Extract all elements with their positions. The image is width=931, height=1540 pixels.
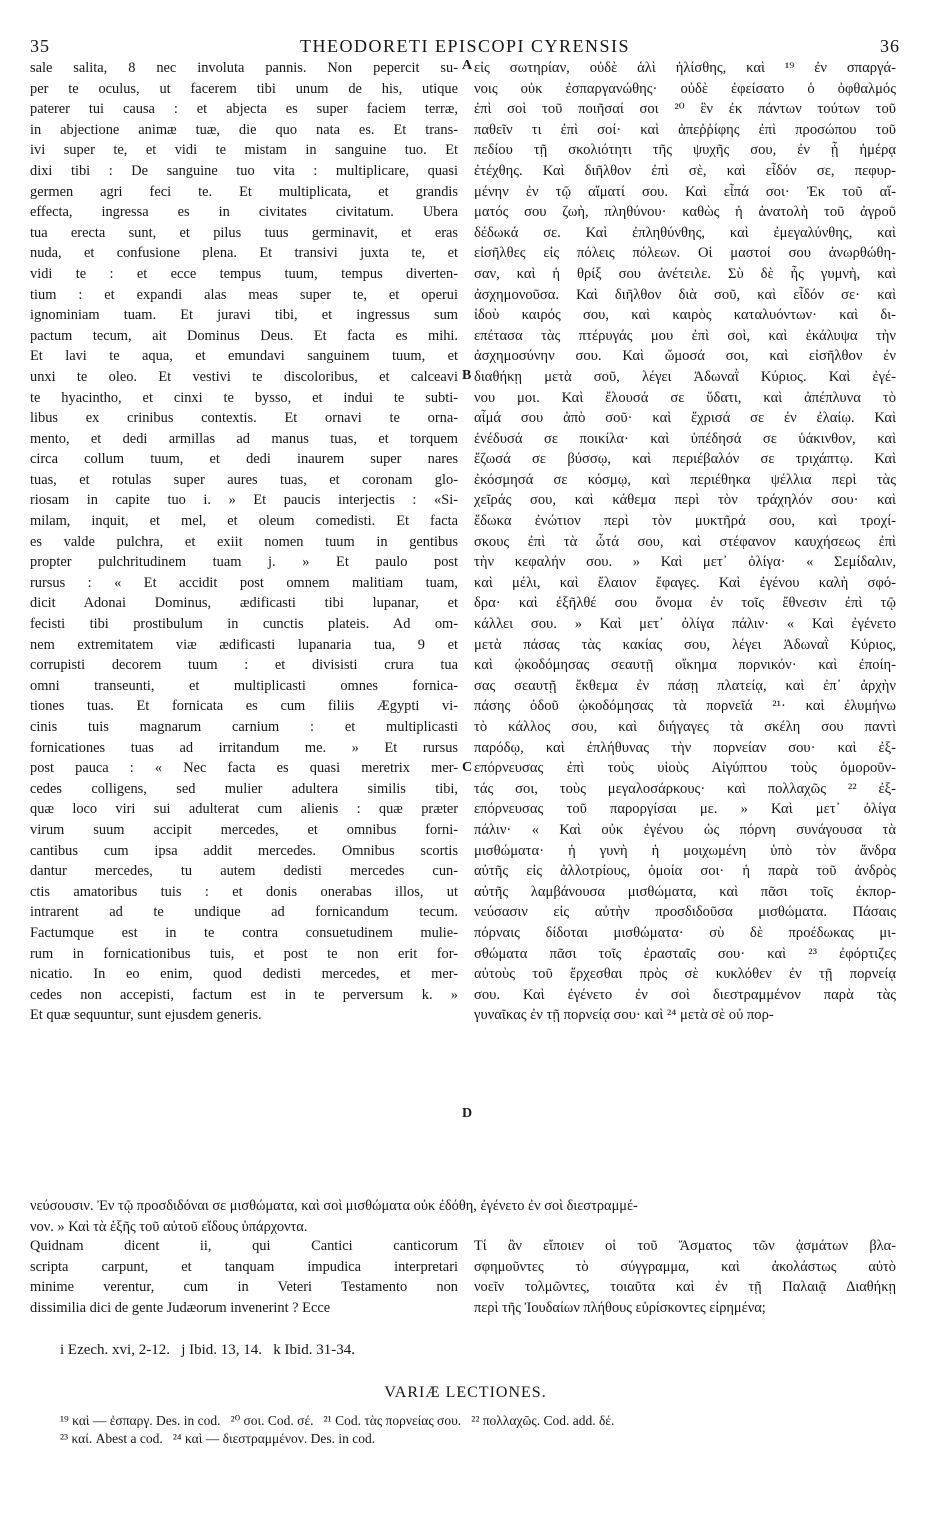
greek-text-line: ἰδοὺ καιρός σου, καὶ καιρὸς καταλυόντων· καὶ δι- <box>474 307 896 324</box>
latin-text-line: vidi te : et ecce tempus tuum, tempus diverten- <box>30 265 458 282</box>
latin-text-line: Et lavi te aqua, et emundavi sanguinem tuum, et <box>30 348 458 365</box>
greek-text-line: μένην ἐν τῷ αἵματί σου. Καὶ εἶπά σοι· Ἐκ τοῦ αἵ- <box>474 183 896 200</box>
greek-text-line: επόρνευσας ἐπὶ τοὺς υἱοὺς Αἰγύπτου τοὺς ὁμοροῦν- <box>474 760 896 777</box>
greek-text-line: ἔζωσά σε βύσσῳ, καὶ περιέβαλόν σε τριχάπτῳ. Καὶ <box>474 451 896 468</box>
latin-text-line: in abjectione animæ tuæ, die quo nata es. Et trans- <box>30 121 458 138</box>
latin-text-line: dissimilia dici de gente Judæorum invenerint ? Ecce <box>30 1299 331 1316</box>
greek-text-line: νεύσουσιν. Ἐν τῷ προσδιδόναι σε μισθώματα, καὶ σοὶ μισθώματα οὐκ ἐδόθη, ἐγένετο ἐν σοὶ διεστραμμέ- <box>30 1198 638 1214</box>
latin-text-line: nuda, et confusione plena. Et transivi juxta te, et <box>30 245 458 262</box>
greek-text-line: καὶ μέλι, καὶ ἔλαιον ἔφαγες. Καὶ ἐγένου καλὴ σφό- <box>474 574 896 591</box>
greek-text-line: μισθώματα· ἡ γυνὴ ἡ μοιχωμένη ὑπὸ τὸν ἄνδρα <box>474 842 896 859</box>
greek-text-line: τὴν κεφαλήν σου. » Καὶ μετ᾽ ὀλίγα· « Σεμίδαλιν, <box>474 554 896 571</box>
greek-text-line: μετὰ πάσας τὰς κακίας σου, λέγει Ἀδωναῒ Κύριος, <box>474 636 896 653</box>
greek-text-line: νον. » Καὶ τὰ ἑξῆς τοῦ αὐτοῦ εἴδους ὑπάρχοντα. <box>30 1218 308 1235</box>
latin-text-line: quæ loco viri sui adulterat cum alienis : quæ præter <box>30 801 458 818</box>
latin-text-line: pactum tecum, ait Dominus Deus. Et facta es mihi. <box>30 327 458 344</box>
latin-text-line: omni transeunti, et multiplicasti omnes fornica- <box>30 677 458 694</box>
latin-text-line: cedes non accepisti, factum est in te perversum k. » <box>30 986 458 1003</box>
greek-paragraph-2 <box>474 1236 896 1318</box>
greek-text-line: αὐτῆς εἰς ἀλλοτρίους, ὁμοία σοι· ἡ παρὰ τοῦ ἀνδρὸς <box>474 863 896 880</box>
latin-text-line: post pauca : « Nec facta es quasi meretrix mer- <box>30 760 458 777</box>
greek-text-line: αἷμά σου ἀπὸ σοῦ· καὶ ἔχρισά σε ἐν ἐλαίῳ. Καὶ <box>474 410 896 427</box>
greek-text-line: σας σεαυτῇ ἔκθεμα ἐν πάσῃ πλατείᾳ, καὶ ἐπ᾽ ἀρχὴν <box>474 677 896 694</box>
greek-text-line: ματός σου ζωὴ, πληθύνου· καθὼς ἡ ἀνατολὴ τοῦ ἀγροῦ <box>474 204 896 221</box>
greek-text-line: ἀσχημοσύνην σου. Καὶ ὤμοσά σοι, καὶ εἰσῆλθον ἐν <box>474 348 896 365</box>
greek-text-line: τὸ κάλλος σου, καὶ διήγαγες τὰ σκέλη σου παντὶ <box>474 719 896 735</box>
running-title: THEODORETI EPISCOPI CYRENSIS <box>299 36 631 56</box>
greek-text-line: ἐνέδυσά σε ποικίλα· καὶ ὑπέδησά σε ὑάκινθον, καὶ <box>474 430 896 447</box>
latin-text-line: sale salita, 8 nec involuta pannis. Non pepercit su- <box>30 60 458 76</box>
latin-text-line: ivi super te, et vidi te mistam in sanguine tuo. Et <box>30 142 458 159</box>
latin-text-line: tiones tuas. Et fornicata es cum filiis Ægypti vi- <box>30 698 458 715</box>
latin-paragraph-2 <box>30 1236 458 1318</box>
variant-reading-line: ¹⁹ καὶ — ἐσπαργ. Des. in cod. ²⁰ σοι. Cod. σέ. ²¹ Cod. τὰς πορνείας σου. ²² πολλαχῶς. Cod. add. δέ. <box>60 1413 615 1428</box>
greek-text-line: αὐτῆς λαμβάνουσα μισθώματα, καὶ πᾶσι τοῖς ἐκπορ- <box>474 883 896 900</box>
greek-text-line: γυναῖκας ἐν τῇ πορνείᾳ σου· καὶ ²⁴ μετὰ σὲ οὐ πορ- <box>474 1007 774 1024</box>
greek-text-line: εἰς σωτηρίαν, οὐδὲ ἁλὶ ἡλίσθης, καὶ ¹⁹ ἐν σπαργά- <box>474 60 896 76</box>
greek-continuation <box>30 1196 896 1237</box>
latin-text-line: ctis amatoribus tuis : et donis onerabas illos, ut <box>30 883 458 900</box>
latin-text-line: tuas, et rotulas super aures tuas, et coronam glo- <box>30 471 458 488</box>
latin-text-line: propter pulchritudinem tuam j. » Et paulo post <box>30 554 458 571</box>
latin-text-line: virum suum accipit mercedes, et omnibus forni- <box>30 821 458 838</box>
greek-text-line: σαν, καὶ ἡ θρίξ σου ἀνέτειλε. Σὺ δὲ ἦς γυμνὴ, καὶ <box>474 265 896 282</box>
latin-text-line: ignominiam tuam. Et juravi tibi, et ingressus sum <box>30 307 458 324</box>
latin-text-line: germen agri feci te. Et multiplicata, et grandis <box>30 183 458 200</box>
margin-letter-d: D <box>462 1106 473 1121</box>
latin-text-line: Quidnam dicent ii, qui Cantici canticorum <box>30 1238 458 1254</box>
greek-text-line: νοεῖν τολμῶντες, τοιαῦτα καὶ ἐν τῇ Παλαιᾷ Διαθήκῃ <box>474 1279 896 1296</box>
greek-text-line: σου. Καὶ ἐγένετο ἐν σοὶ διεστραμμένον παρὰ τὰς <box>474 986 896 1003</box>
greek-text-line: καὶ ᾠκοδόμησας σεαυτῇ οἴκημα πορνικόν· καὶ ἐποίη- <box>474 657 896 674</box>
latin-text-line: nem extremitatem viæ ædificasti lupanaria tua, 9 et <box>30 636 458 653</box>
latin-text-line: rursus : « Et accidit post omnem malitiam tuam, <box>30 574 458 591</box>
latin-text-line: dixi tibi : De sanguine tuo vita : multiplicare, quasi <box>30 162 458 179</box>
greek-text-line: νοις οὐκ ἐσπαργανώθης· οὐδὲ ἐφείσατο ὁ ὀφθαλμός <box>474 80 896 97</box>
latin-text-line: cinis tuis magnarum carnium : et multiplicasti <box>30 719 458 735</box>
latin-text-line: cedes colligens, sed mulier adultera similis tibi, <box>30 780 458 797</box>
margin-letter-a: A <box>462 58 473 73</box>
greek-text-line: ἐκόσμησά σε κόσμῳ, καὶ περιέθηκα ψέλλια περὶ τὰς <box>474 471 896 488</box>
greek-text-line: ἔδωκα ἐνώτιον περὶ τὸν μυκτῆρά σου, καὶ τροχί- <box>474 513 896 530</box>
greek-text-line: αὐτοὺς τοῦ ἔρχεσθαι πρὸς σὲ κυκλόθεν ἐν τῇ πορνείᾳ <box>474 966 896 983</box>
latin-text-line: tua erecta sunt, et pilus tuus germinavit, et eras <box>30 224 458 241</box>
greek-column <box>474 58 896 1026</box>
variae-lectiones <box>60 1412 900 1448</box>
latin-text-line: Et quæ sequuntur, sunt ejusdem generis. <box>30 1007 262 1024</box>
latin-text-line: effecta, ingressa es in civitates civitatum. Ubera <box>30 204 458 221</box>
greek-text-line: παρόδῳ, καὶ ἐπλήθυνας τὴν πορνείαν σου· καὶ ἐξ- <box>474 739 896 756</box>
greek-text-line: τάς σοι, τοὺς μεγαλοσάρκους· καὶ πολλαχῶς ²² ἐξ- <box>474 780 896 797</box>
greek-text-line: ἐτέχθης. Καὶ διῆλθον ἐπὶ σὲ, καὶ εἶδόν σε, πεφυρ- <box>474 162 896 179</box>
greek-text-line: Τί ἂν εἴποιεν οἱ τοῦ Ἄσματος τῶν ᾀσμάτων βλα- <box>474 1238 896 1254</box>
latin-text-line: fornicationes tuas ad irritandum me. » Et rursus <box>30 739 458 756</box>
latin-text-line: corrupisti decorem tuum : et divisisti crura tua <box>30 657 458 674</box>
greek-text-line: κάλλει σου. » Καὶ μετ᾽ ὀλίγα πάλιν· « Καὶ ἐγένετο <box>474 616 896 633</box>
greek-text-line: νου μοι. Καὶ ἔλουσά σε ὕδατι, καὶ ἀπέπλυνα τὸ <box>474 389 896 406</box>
greek-text-line: πάλιν· « Καὶ οὐκ ἐγένου ὡς πόρνη συνάγουσα τὰ <box>474 821 896 838</box>
latin-text-line: per te oculus, ut facerem tibi unum de his, utique <box>30 80 458 97</box>
latin-text-line: intrarent ad te undique ad fornicandum tecum. <box>30 904 458 921</box>
page-number-left: 35 <box>30 36 50 56</box>
greek-text-line: περὶ τῆς Ἰουδαίων πλήθους εὑρίσκοντες εἰρημένα; <box>474 1299 766 1316</box>
greek-text-line: σθώματα πᾶσι τοῖς ἐρασταῖς σου· καὶ ²³ ἐφόρτιζες <box>474 945 896 962</box>
latin-text-line: rum in fornicationibus tuis, et post te non erit for- <box>30 945 458 962</box>
latin-text-line: minime verentur, cum in Veteri Testamento non <box>30 1279 458 1296</box>
page-number-right: 36 <box>880 36 900 56</box>
variant-reading-line: ²³ καί. Abest a cod. ²⁴ καὶ — διεστραμμένον. Des. in cod. <box>60 1431 376 1446</box>
latin-text-line: cantibus cum ipsa addit mercedes. Omnibus scortis <box>30 842 458 859</box>
margin-letter-c: C <box>462 760 473 775</box>
greek-text-line: παθεῖν τι ἐπὶ σοί· καὶ ἀπεῤῥίφης ἐπὶ προσώπου τοῦ <box>474 121 896 138</box>
latin-text-line: es valde pulchra, et exiit nomen tuum in gentibus <box>30 533 458 550</box>
latin-text-line: paterer tui causa : et abjecta es super faciem terræ, <box>30 101 458 118</box>
greek-text-line: σφημοῦντες τὸ σύγγραμμα, καὶ ἀκολάστως αὐτὸ <box>474 1258 896 1275</box>
footnotes: i Ezech. xvi, 2-12. j Ibid. 13, 14. k Ibid. 31-34. <box>60 1342 355 1358</box>
latin-text-line: nicatio. In eo enim, quod dedisti mercedes, et mer- <box>30 966 458 983</box>
running-header <box>30 36 900 60</box>
greek-text-line: δέδωκά σε. Καὶ ἐπληθύνθης, καὶ ἐμεγαλύνθης, καὶ <box>474 224 896 241</box>
latin-text-line: unxi te oleo. Et vestivi te discoloribus, et calceavi <box>30 368 458 385</box>
latin-text-line: te hyacintho, et cinxi te bysso, et indui te subti- <box>30 389 458 406</box>
latin-text-line: fecisti tibi prostibulum in cunctis plateis. Ad om- <box>30 616 458 633</box>
greek-text-line: πεδίου τῇ σκολιότητι τῆς ψυχῆς σου, ἐν ᾗ ἡμέρᾳ <box>474 142 896 159</box>
greek-text-line: σκους ἐπὶ τὰ ὦτά σου, καὶ στέφανον καυχήσεως ἐπὶ <box>474 533 896 550</box>
variae-lectiones-title: VARIÆ LECTIONES. <box>384 1384 547 1401</box>
latin-text-line: dantur mercedes, tu autem dedisti mercedes cun- <box>30 863 458 880</box>
greek-text-line: ἐπὶ σοὶ τοῦ ποιῆσαί σοι ²⁰ ἓν ἐκ πάντων τούτων τοῦ <box>474 101 896 118</box>
latin-text-line: Factumque est in te contra consuetudinem mulie- <box>30 924 458 941</box>
latin-column <box>30 58 458 1026</box>
latin-text-line: circa collum tuum, et dedi inaurem super nares <box>30 451 458 468</box>
greek-text-line: δρα· καὶ ἐξῆλθέ σου ὄνομα ἐν τοῖς ἔθνεσιν ἐπὶ τῷ <box>474 595 896 612</box>
latin-text-line: libus ex crinibus contextis. Et ornavi te orna- <box>30 410 458 427</box>
latin-text-line: riosam in capite tuo i. » Et paucis interjectis : «Si- <box>30 492 458 509</box>
latin-text-line: scripta carpunt, et tanquam impudica interpretari <box>30 1258 458 1275</box>
latin-text-line: mento, et dedi armillas ad manus tuas, et torquem <box>30 430 458 447</box>
greek-text-line: νεύσασιν εἰς αὐτὴν προσδιδοῦσα μισθώματα. Πάσαις <box>474 904 896 921</box>
greek-text-line: πόρναις δίδοται μισθώματα· σὺ δὲ προέδωκας μι- <box>474 924 896 941</box>
greek-text-line: επέτασα τὰς πτέρυγάς μου ἐπὶ σοὶ, καὶ ἐκάλυψα τὴν <box>474 327 896 344</box>
greek-text-line: εἰσῆλθες εἰς πόλεις πόλεων. Οἱ μαστοί σου ἀνωρθώθη- <box>474 245 896 262</box>
greek-text-line: χεῖράς σου, καὶ κάθεμα περὶ τὸν τράχηλόν σου· καὶ <box>474 492 896 509</box>
latin-text-line: tium : et expandi alas meas super te, et operui <box>30 286 458 303</box>
greek-text-line: διαθήκῃ μετὰ σοῦ, λέγει Ἀδωναῒ Κύριος. Καὶ ἐγέ- <box>474 368 896 385</box>
margin-letter-b: B <box>462 368 472 383</box>
greek-text-line: επόρνευσας τοῦ παροργίσαι με. » Καὶ μετ᾽ ὀλίγα <box>474 801 896 818</box>
latin-text-line: milam, inquit, et mel, et oleum comedisti. Et facta <box>30 513 458 530</box>
greek-text-line: πάσης ὁδοῦ ᾠκοδόμησας τὰ πορνεῖά ²¹· καὶ ἐλυμήνω <box>474 698 896 715</box>
latin-text-line: dicit Adonai Dominus, ædificasti tibi lupanar, et <box>30 595 458 612</box>
greek-text-line: ἀσχημονοῦσα. Καὶ διῆλθον διὰ σοῦ, καὶ εἶδόν σε· καὶ <box>474 286 896 303</box>
